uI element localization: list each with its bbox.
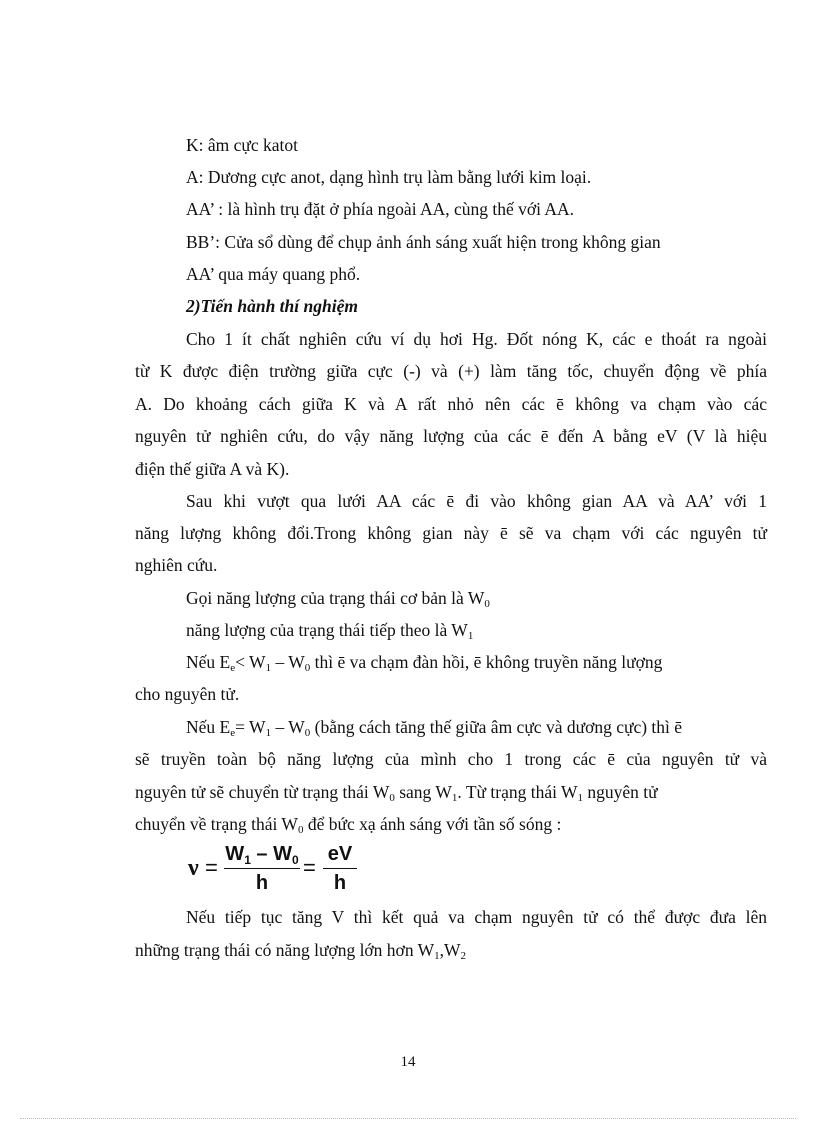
condition-text: để bức xạ ánh sáng với tần số sóng : (303, 814, 562, 834)
subscript: e (230, 727, 236, 739)
subscript: 1 (451, 792, 458, 804)
condition-text: nguyên tử (583, 782, 658, 802)
paragraph-2-line: Sau khi vượt qua lưới AA các ē đi vào không gian AA và AA’ với 1 (186, 491, 767, 511)
paragraph-3-line: Nếu tiếp tục tăng V thì kết quả va chạm nguyên tử có thể được đưa lên (186, 907, 767, 927)
condition-text: (bằng cách tăng thế giữa âm cực và dương cực) thì ē (310, 717, 683, 737)
text-line-k: K: âm cực katot (186, 135, 299, 155)
subscript: 1 (434, 950, 440, 962)
condition-text: – W (271, 717, 305, 737)
paragraph-1-line: điện thế giữa A và K). (135, 459, 290, 479)
condition-text: < W (235, 652, 266, 672)
paragraph-text: những trạng thái có năng lượng lớn hơn W (135, 940, 435, 960)
condition-2-line (135, 813, 561, 835)
subscript: 1 (467, 630, 474, 642)
formula-equals: = (205, 855, 218, 880)
text-line-a: A: Dương cực anot, dạng hình trụ làm bằng lưới kim loại. (186, 167, 592, 187)
condition-text: . Từ trạng thái W (457, 782, 578, 802)
condition-text: Nếu E (186, 717, 231, 737)
subscript: 2 (460, 950, 467, 962)
condition-1-line: cho nguyên tử. (135, 684, 240, 704)
formula-fraction-1 (224, 840, 300, 897)
formula-denominator-1: h (255, 872, 269, 894)
subscript: 1 (265, 662, 272, 674)
w1-text: năng lượng của trạng thái tiếp theo là W (186, 620, 468, 640)
formula-numerator-1 (224, 840, 300, 868)
text-line-aa: AA’ : là hình trụ đặt ở phía ngoài AA, cùng thế với AA. (186, 199, 575, 219)
subscript: 0 (484, 598, 490, 610)
subscript: 1 (577, 792, 584, 804)
formula-minus-w0: – W (250, 843, 292, 865)
condition-text: chuyển về trạng thái W (135, 814, 298, 834)
formula-fraction-2 (323, 840, 357, 897)
paragraph-2-line: năng lượng không đổi.Trong không gian này ē sẽ va chạm với các nguyên tử (135, 523, 767, 543)
condition-text: – W (271, 652, 305, 672)
formula-denominator-2: h (333, 872, 347, 894)
subscript: 1 (244, 853, 251, 867)
w0-definition (186, 587, 490, 609)
page-bottom-divider (20, 1118, 796, 1119)
subscript: 1 (265, 727, 272, 739)
condition-text: nguyên tử sẽ chuyển từ trạng thái W (135, 782, 390, 802)
subscript: 0 (389, 792, 395, 804)
condition-text: sang W (394, 782, 452, 802)
condition-text: = W (235, 717, 266, 737)
paragraph-3-line (135, 939, 466, 961)
text-line-bb-cont: AA’ qua máy quang phổ. (186, 264, 361, 284)
condition-2-line (186, 716, 767, 738)
condition-2-line: sẽ truyền toàn bộ năng lượng của mình cho 1 trong các ē của nguyên tử và (135, 749, 767, 769)
paragraph-2-line: nghiên cứu. (135, 555, 218, 575)
section-heading: 2)Tiến hành thí nghiệm (186, 296, 358, 316)
formula-nu: ν (188, 855, 199, 881)
condition-1-line (186, 651, 662, 673)
formula-w1: W (225, 843, 245, 865)
subscript: 0 (304, 662, 311, 674)
condition-2-line (135, 781, 658, 803)
formula-equals: = (303, 855, 316, 880)
w0-text: Gọi năng lượng của trạng thái cơ bản là W (186, 588, 485, 608)
subscript: 0 (304, 727, 311, 739)
paragraph-text: ,W (439, 940, 461, 960)
text-line-bb: BB’: Cửa sổ dùng để chụp ảnh ánh sáng xuất hiện trong không gian (186, 232, 661, 252)
page-number: 14 (400, 1054, 416, 1070)
subscript: 0 (297, 824, 304, 836)
formula-numerator-2: eV (327, 843, 353, 865)
w1-definition (186, 619, 473, 641)
paragraph-1-line: A. Do khoảng cách giữa K và A rất nhỏ nên các ē không va chạm vào các (135, 394, 767, 414)
paragraph-1-line: từ K được điện trường giữa cực (-) và (+) làm tăng tốc, chuyển động về phía (135, 361, 767, 381)
subscript: 0 (292, 853, 299, 867)
paragraph-1-line: nguyên tử nghiên cứu, do vậy năng lượng của các ē đến A bằng eV (V là hiệu (135, 426, 767, 446)
condition-text: Nếu E (186, 652, 231, 672)
condition-text: thì ē va chạm đàn hồi, ē không truyền năng lượng (310, 652, 663, 672)
subscript: e (230, 662, 236, 674)
paragraph-1-line: Cho 1 ít chất nghiên cứu ví dụ hơi Hg. Đốt nóng K, các e thoát ra ngoài (186, 329, 767, 349)
